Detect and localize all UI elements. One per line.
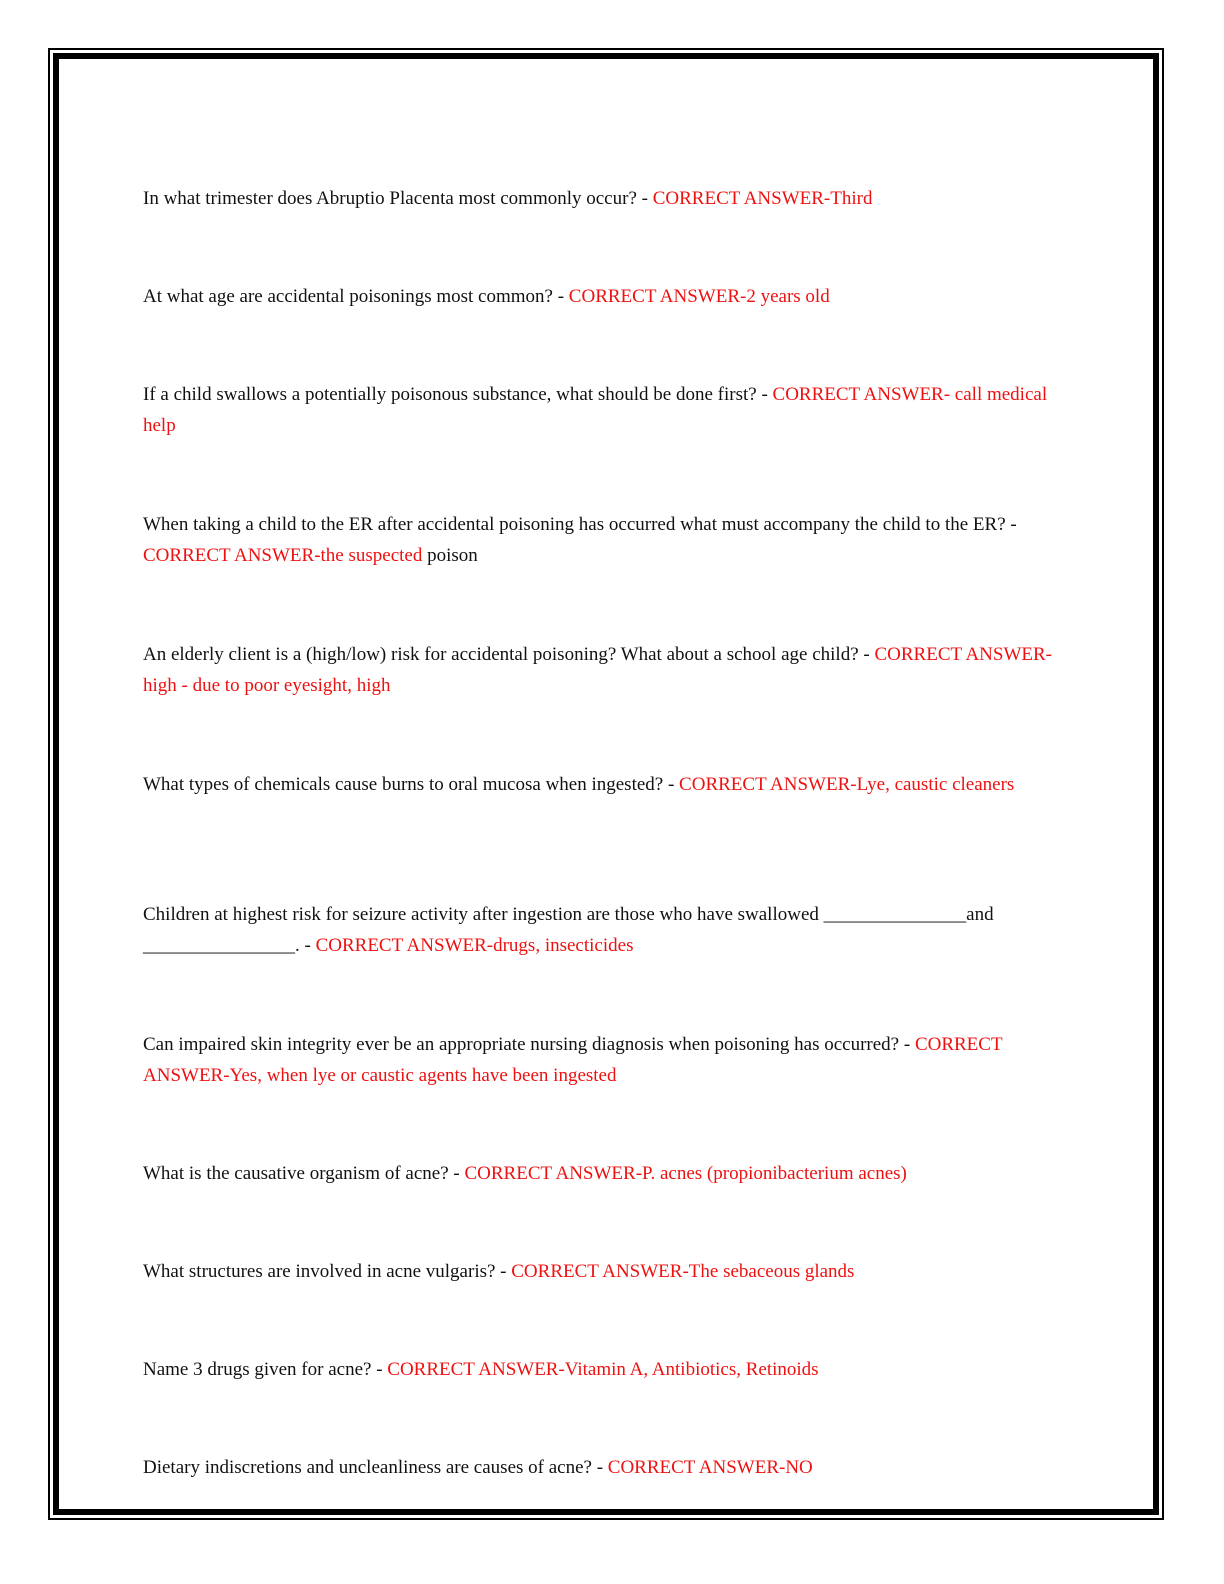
answer-text: CORRECT ANSWER-Yes, when lye or caustic agents have been ingested [143, 1034, 1003, 1086]
answer-text: CORRECT ANSWER-The sebaceous glands [511, 1261, 855, 1282]
answer-text: CORRECT ANSWER-Lye, caustic cleaners [679, 774, 1015, 795]
question-text: What types of chemicals cause burns to oral mucosa when ingested? [143, 774, 664, 795]
separator: - [663, 774, 680, 795]
question-text: Children at highest risk for seizure activity after ingestion are those who have swallowed _______________and ________________. [143, 904, 994, 956]
question-text: An elderly client is a (high/low) risk for accidental poisoning? What about a school age child? [143, 644, 859, 665]
question-text: If a child swallows a potentially poisonous substance, what should be done first? [143, 384, 757, 405]
qa-item [143, 281, 1053, 312]
question-text: Dietary indiscretions and uncleanliness are causes of acne? [143, 1457, 592, 1478]
separator: - [1005, 514, 1017, 535]
separator: - [552, 286, 569, 307]
qa-item [143, 183, 1053, 214]
question-text: Name 3 drugs given for acne? [143, 1359, 372, 1380]
separator: - [858, 644, 875, 665]
qa-item [143, 639, 1053, 701]
separator: - [371, 1359, 388, 1380]
qa-item [143, 1354, 1053, 1385]
question-text: Can impaired skin integrity ever be an appropriate nursing diagnosis when poisoning has occurred? [143, 1034, 900, 1055]
question-text: When taking a child to the ER after accidental poisoning has occurred what must accompany the child to the ER? [143, 514, 1006, 535]
question-text: At what age are accidental poisonings most common? [143, 286, 553, 307]
qa-item [143, 379, 1053, 441]
qa-item [143, 769, 1053, 800]
qa-item [143, 1029, 1053, 1091]
answer-text: CORRECT ANSWER-P. acnes (propionibacterium acnes) [464, 1163, 907, 1184]
separator: - [899, 1034, 915, 1055]
separator: - [756, 384, 773, 405]
question-text: In what trimester does Abruptio Placenta most commonly occur? [143, 188, 637, 209]
separator: - [448, 1163, 465, 1184]
answer-text: CORRECT ANSWER-Third [652, 188, 873, 209]
qa-item [143, 509, 1053, 571]
separator: - [495, 1261, 512, 1282]
answer-text: CORRECT ANSWER-drugs, insecticides [315, 935, 634, 956]
answer-text: CORRECT ANSWER-the suspected [143, 545, 423, 566]
separator: - [299, 935, 316, 956]
qa-item [143, 899, 1053, 961]
answer-text: CORRECT ANSWER-high - due to poor eyesight, high [143, 644, 1052, 696]
answer-text: CORRECT ANSWER-Vitamin A, Antibiotics, Retinoids [387, 1359, 819, 1380]
question-text: What structures are involved in acne vulgaris? [143, 1261, 496, 1282]
answer-text: CORRECT ANSWER-2 years old [568, 286, 830, 307]
qa-item [143, 1256, 1053, 1287]
question-text: What is the causative organism of acne? [143, 1163, 449, 1184]
separator: - [636, 188, 653, 209]
answer-tail-text: poison [422, 545, 478, 566]
qa-item [143, 1158, 1053, 1189]
separator: - [591, 1457, 608, 1478]
answer-text: CORRECT ANSWER-NO [607, 1457, 813, 1478]
qa-item [143, 1452, 1053, 1483]
answer-text: CORRECT ANSWER- call medical help [143, 384, 1048, 436]
